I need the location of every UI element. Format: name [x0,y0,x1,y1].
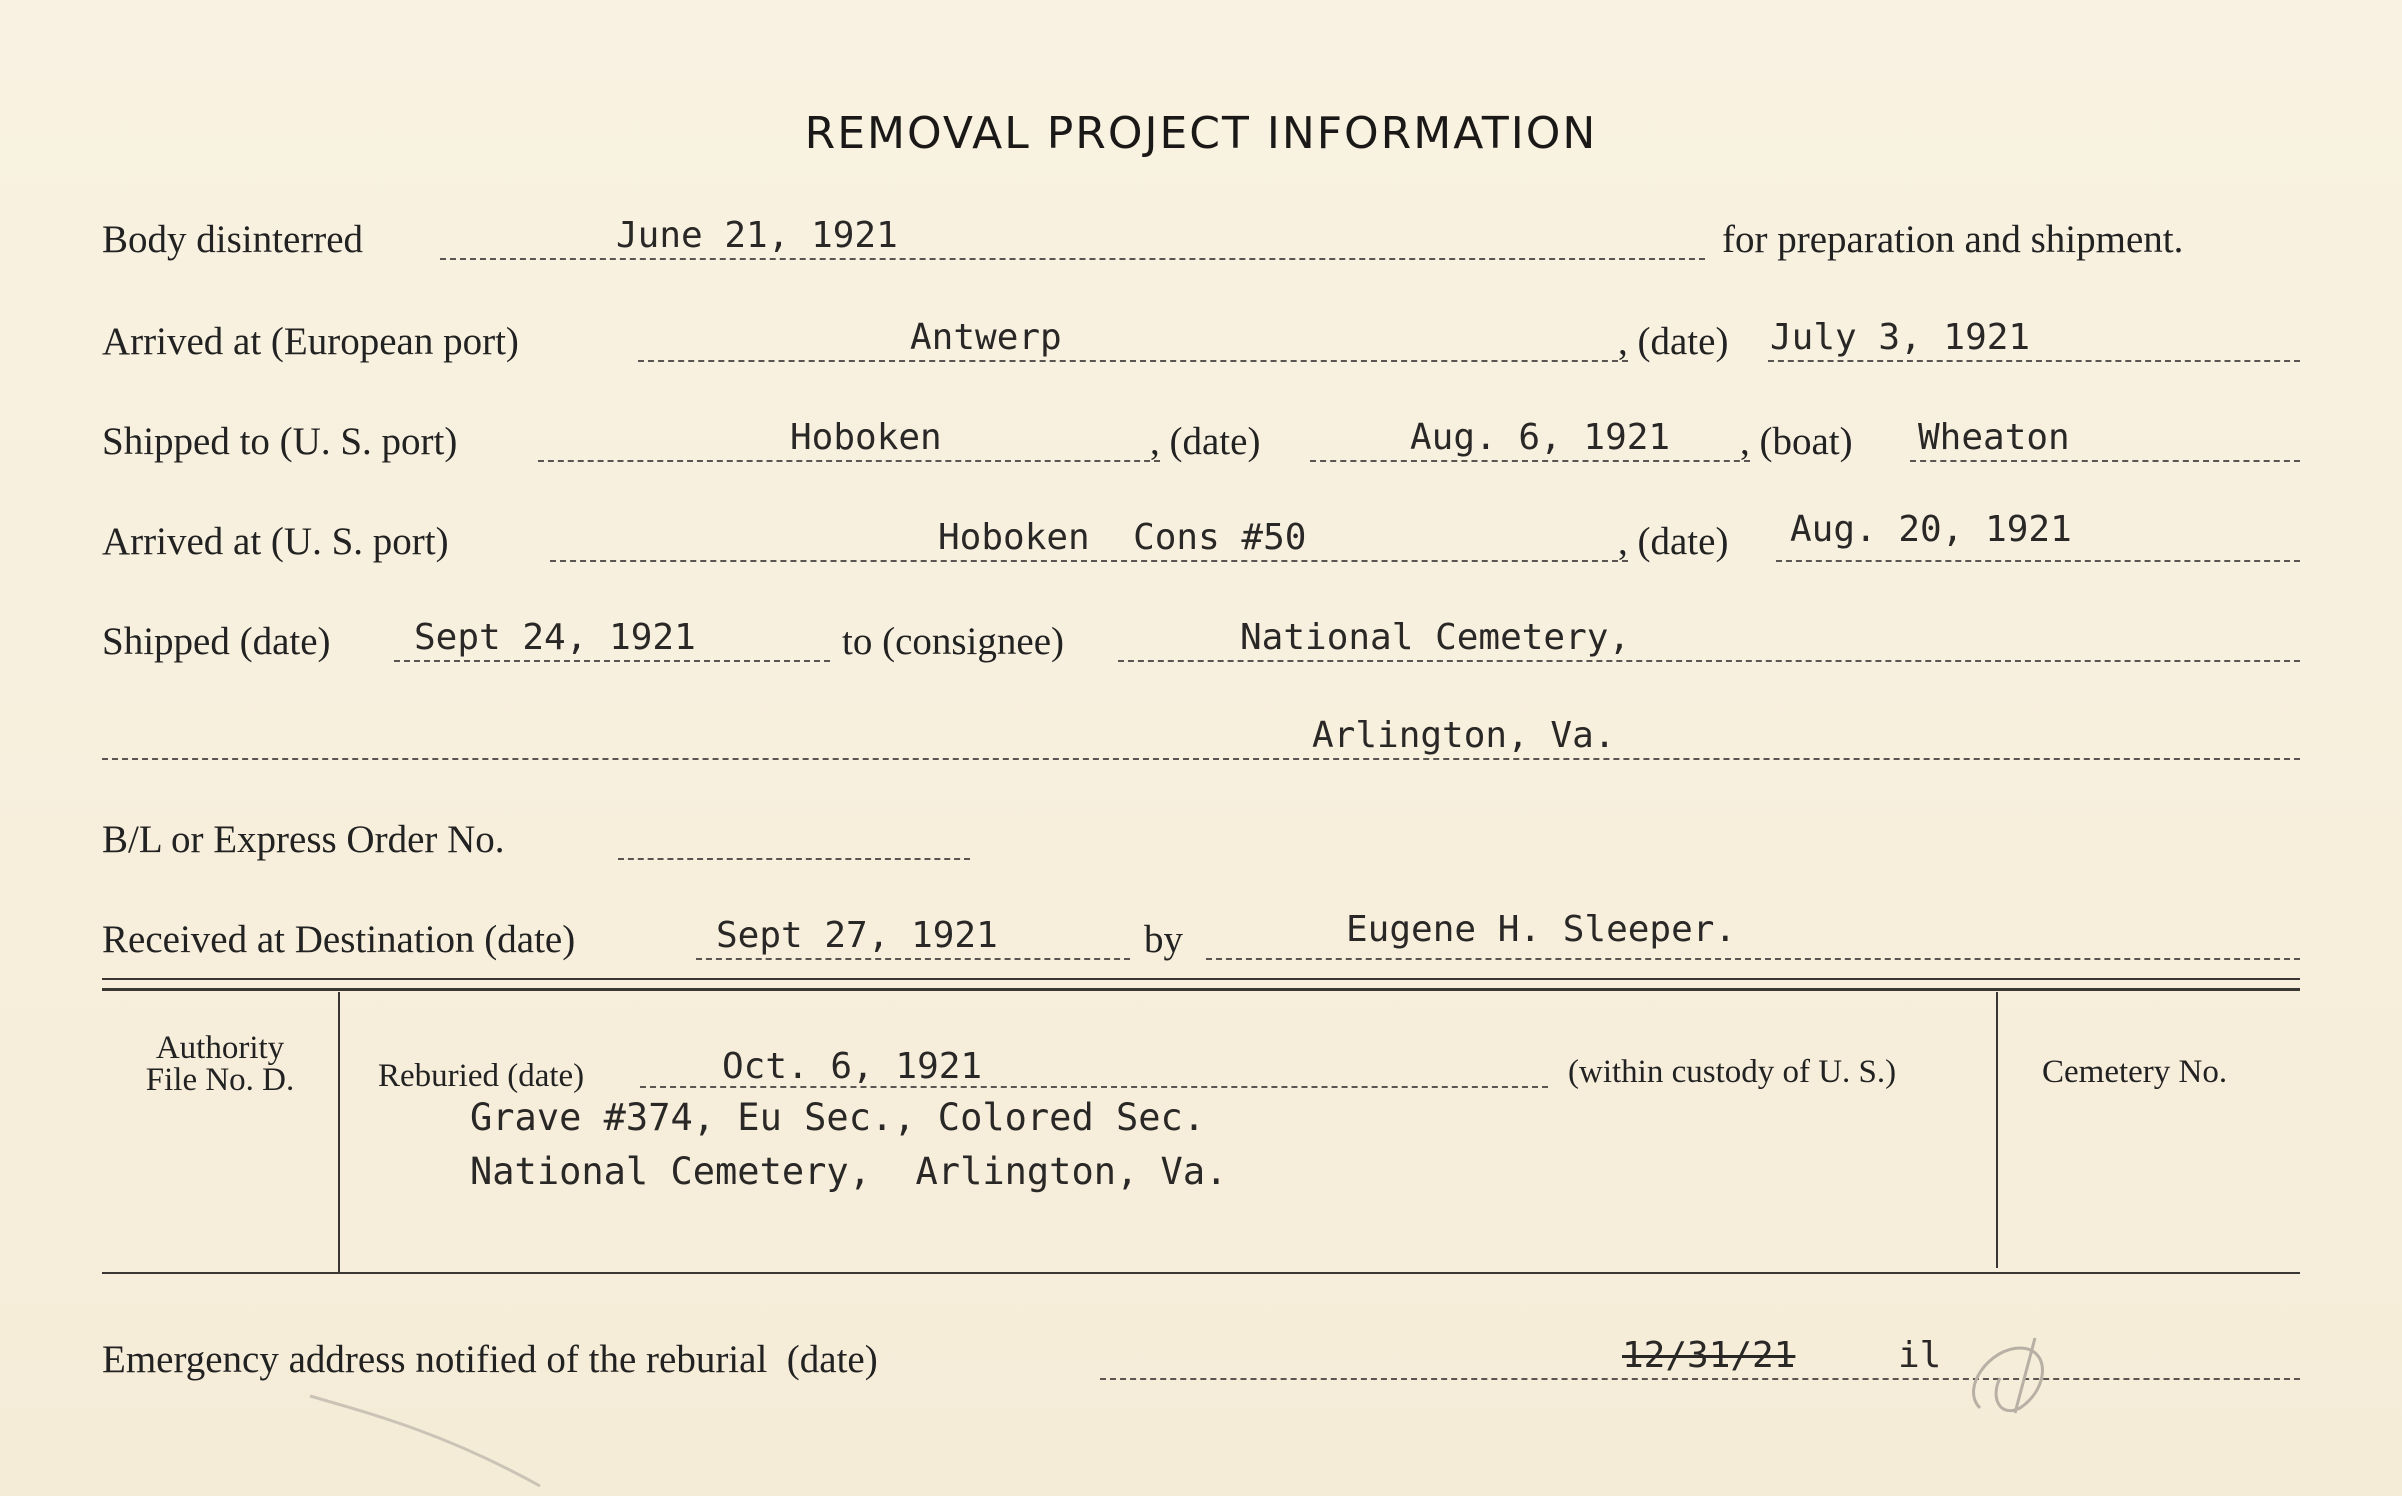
row-arrived-us [0,502,2402,572]
value-emergency-date: 12/31/21 [1622,1335,1796,1376]
card-title: REMOVAL PROJECT INFORMATION [804,108,1598,159]
value-european-port: Antwerp [910,317,1062,358]
value-grave-line2: National Cemetery, Arlington, Va. [470,1150,1228,1193]
row-shipped [0,602,2402,672]
label-disinterred: Body disinterred [102,218,364,261]
line-us-port [538,460,1160,462]
label-received: Received at Destination (date) [102,918,576,961]
value-received-date: Sept 27, 1921 [716,915,998,956]
label-arrived-european: Arrived at (European port) [102,320,519,363]
row-disinterred [0,200,2402,270]
label-arrived-us-date: , (date) [1618,520,1729,563]
label-shipped-us-date: , (date) [1150,420,1261,463]
value-emergency-initials: il [1898,1335,1942,1376]
value-shipped-date: Sept 24, 1921 [414,617,696,658]
value-us-port: Hoboken [790,417,942,458]
label-consignee: to (consignee) [842,620,1065,663]
row-bl [0,800,2402,870]
label-emergency: Emergency address notified of the reburial (date) [102,1338,878,1381]
label-received-by: by [1144,918,1183,961]
label-shipped-us: Shipped to (U. S. port) [102,420,458,463]
label-file-no: File No. D. [145,1062,295,1098]
line-received-by [1206,958,2300,960]
label-authority: Authority [155,1030,285,1066]
value-reburied-date: Oct. 6, 1921 [722,1046,983,1087]
line-received-date [696,958,1130,960]
line-consignee [1118,660,2300,662]
value-arrived-us-port: Hoboken Cons #50 [938,517,1307,558]
line-european-date [1768,360,2300,362]
label-boat: , (boat) [1740,420,1853,463]
value-consignee: National Cemetery, [1240,617,1631,658]
value-shipped-us-date: Aug. 6, 1921 [1410,417,1671,458]
label-reburied: Reburied (date) [378,1058,585,1094]
label-for-preparation: for preparation and shipment. [1722,218,2184,261]
value-disinterred: June 21, 1921 [616,215,898,256]
box-bottom-rule [102,1272,2300,1274]
pencil-stroke-icon [300,1376,560,1496]
label-arrived-european-date: , (date) [1618,320,1729,363]
line-emergency [1100,1378,2300,1380]
line-arrived-us-port [550,560,1628,562]
box-divider-left [338,992,340,1274]
label-cemetery-no: Cemetery No. [2042,1054,2228,1090]
line-bl [618,858,970,860]
row-received [0,900,2402,970]
label-custody: (within custody of U. S.) [1568,1054,1897,1090]
value-received-by: Eugene H. Sleeper. [1346,909,1737,950]
box-top-rule [102,978,2300,980]
box-top-rule-2 [102,988,2300,991]
row-shipped-us [0,402,2402,472]
pencil-mark-icon [1940,1318,2100,1428]
line-boat [1910,460,2300,462]
line-disinterred [440,258,1705,260]
label-shipped-date: Shipped (date) [102,620,331,663]
label-bl: B/L or Express Order No. [102,818,505,861]
value-grave-line1: Grave #374, Eu Sec., Colored Sec. [470,1096,1206,1139]
value-arrived-us-date: Aug. 20, 1921 [1790,509,2072,550]
line-shipped-us-date [1310,460,1750,462]
line-consignee-cont [102,758,2300,760]
line-arrived-us-date [1776,560,2300,562]
line-european-port [638,360,1628,362]
row-consignee-cont [0,700,2402,770]
value-consignee-cont: Arlington, Va. [1312,715,1616,756]
label-arrived-us: Arrived at (U. S. port) [102,520,449,563]
value-boat: Wheaton [1918,417,2070,458]
row-arrived-european [0,302,2402,372]
value-european-date: July 3, 1921 [1770,317,2031,358]
line-shipped-date [394,660,830,662]
box-divider-right [1996,992,1998,1268]
